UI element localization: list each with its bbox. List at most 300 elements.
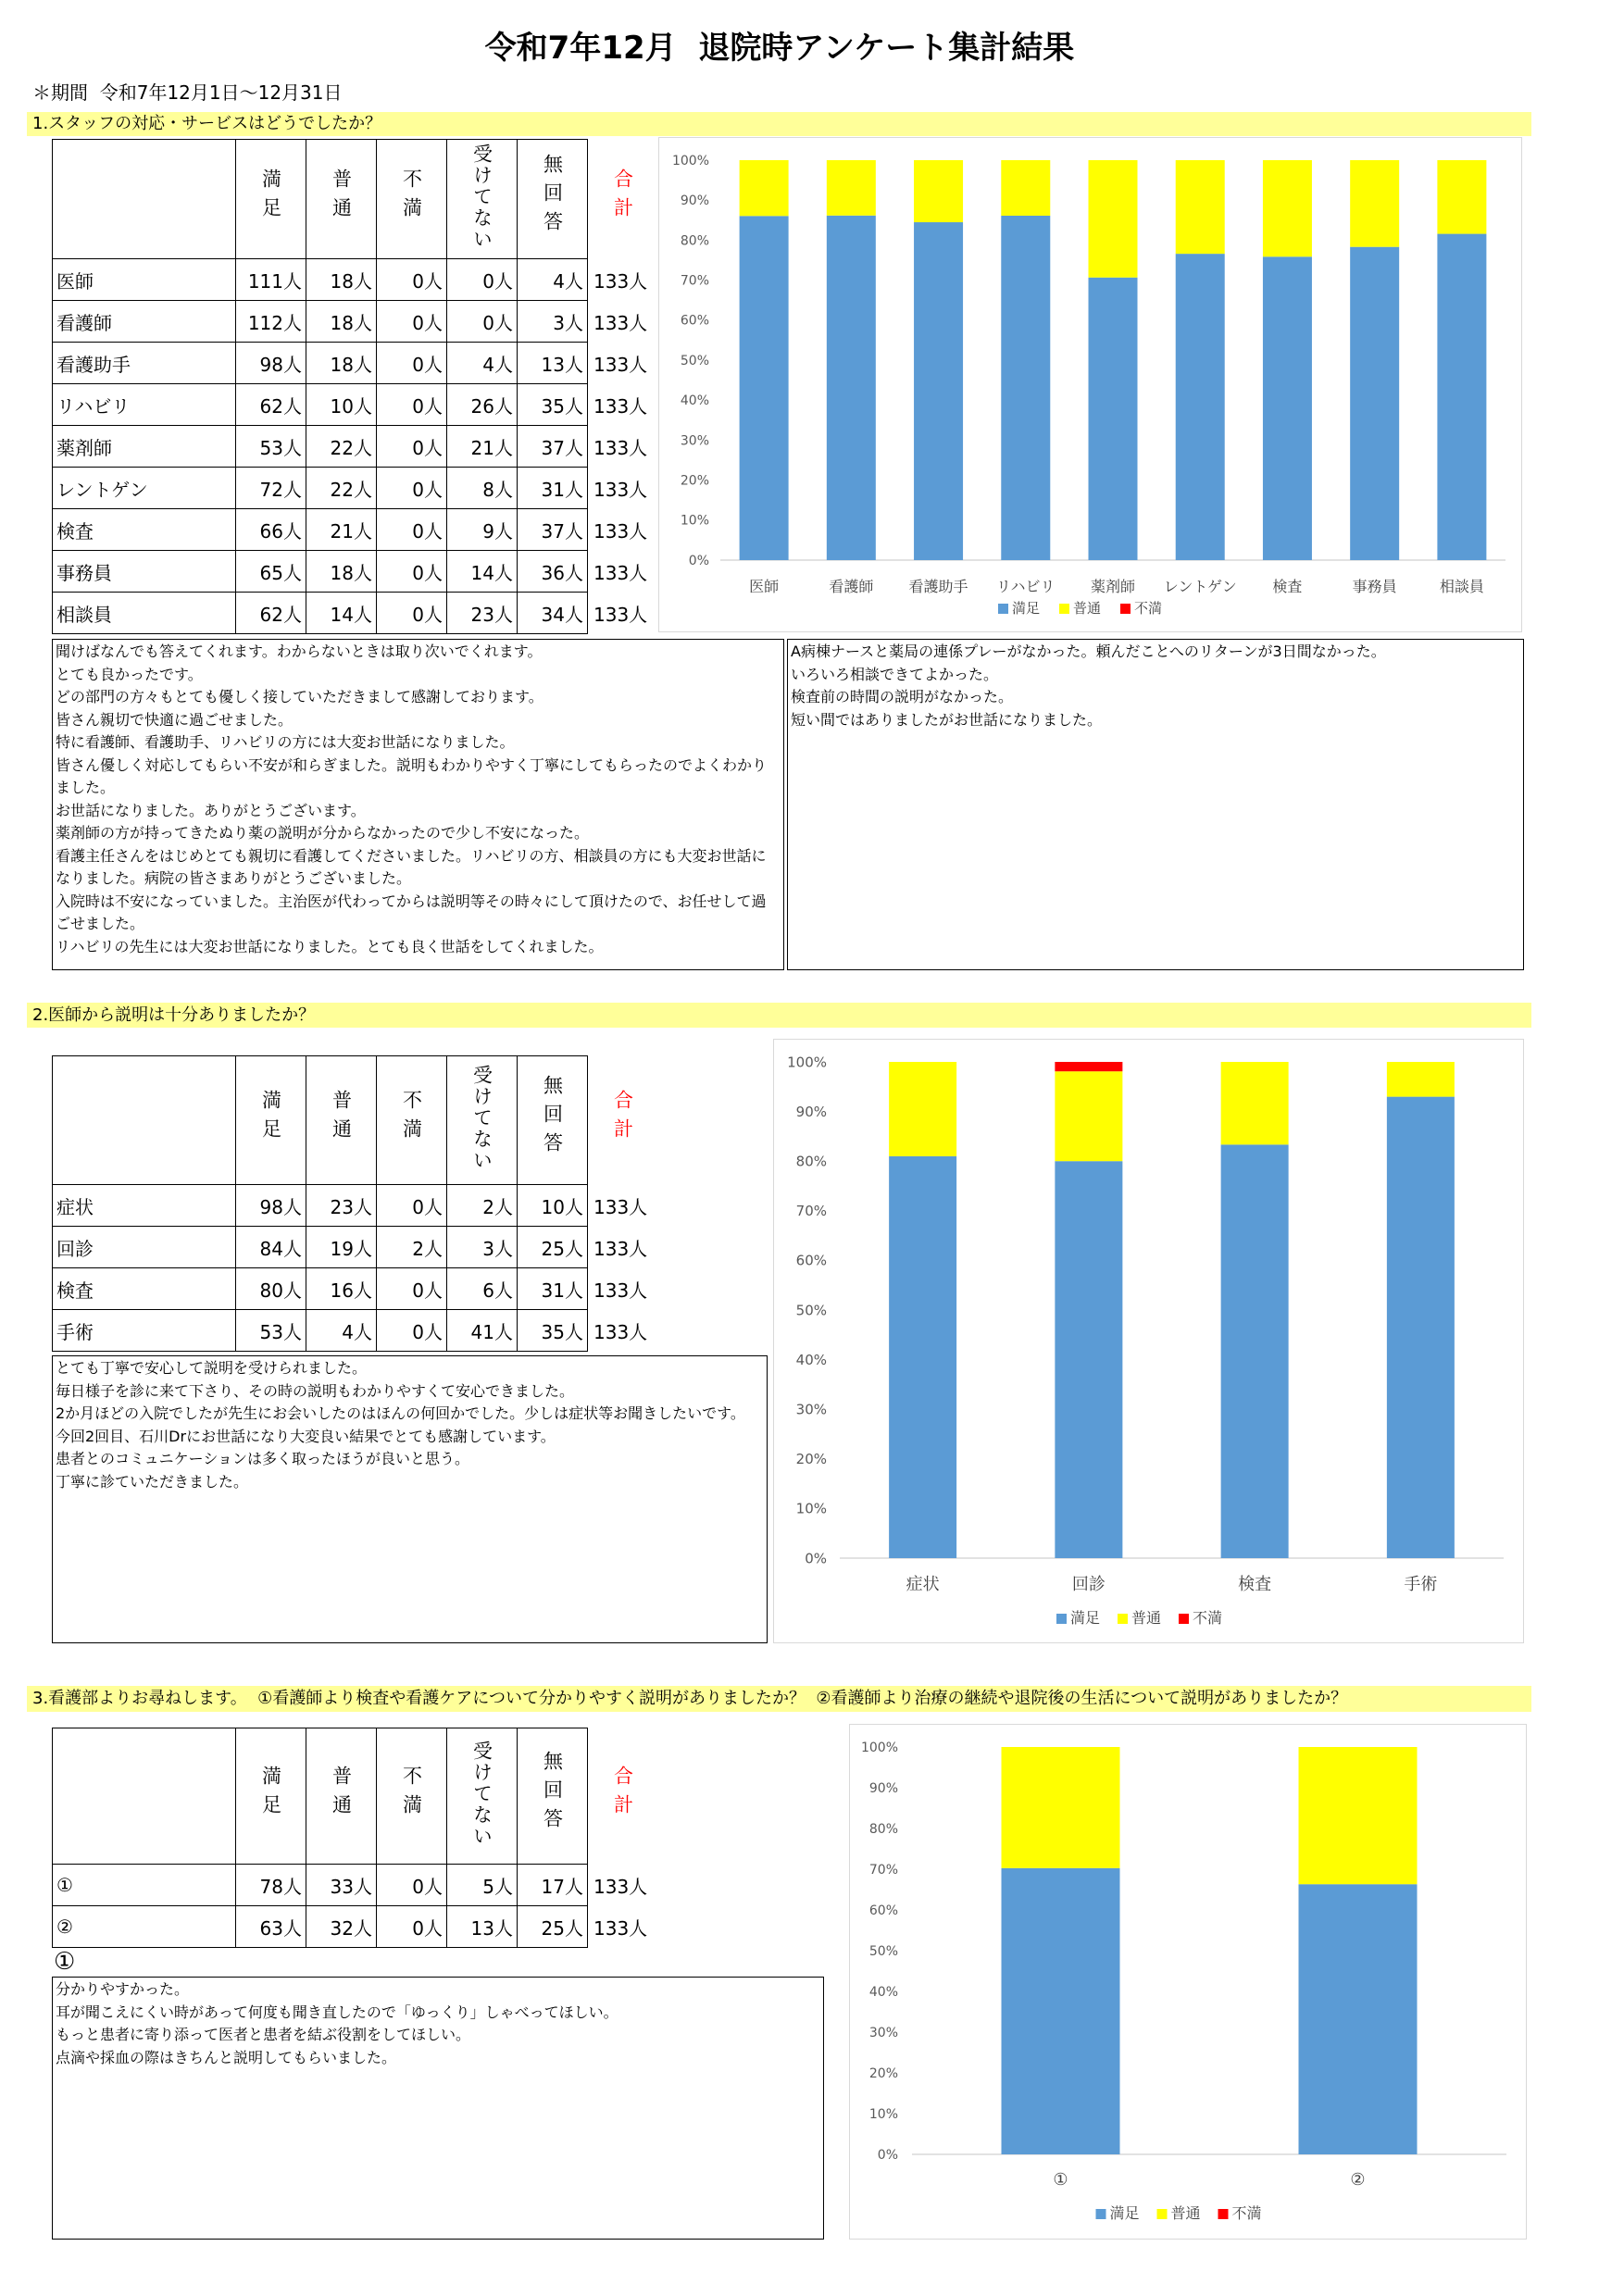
row-label: リハビリ — [53, 384, 236, 426]
x-tick-label: 事務員 — [1352, 578, 1397, 595]
header-row — [53, 1056, 658, 1185]
column-header — [236, 1728, 306, 1865]
section-3-chart — [849, 1724, 1527, 2240]
count-cell: 0人 — [377, 384, 447, 426]
count-cell: 0人 — [447, 301, 518, 343]
count-cell: 111人 — [236, 259, 306, 301]
comment-line: 分かりやすかった。 — [56, 1980, 190, 1998]
column-header — [588, 1728, 658, 1865]
count-cell: 2人 — [377, 1227, 447, 1268]
count-cell: 32人 — [306, 1906, 377, 1948]
bar-neutral-4 — [1387, 1062, 1455, 1097]
y-tick-label: 30% — [868, 2025, 898, 2040]
count-cell: 80人 — [236, 1268, 306, 1310]
row-label: レントゲン — [53, 468, 236, 509]
section-3-comments-label: ① — [54, 1948, 76, 1976]
y-tick-label: 40% — [680, 393, 709, 409]
table-row — [53, 426, 658, 468]
table-row — [53, 509, 658, 551]
table-row — [53, 343, 658, 384]
bar-satisfied-9 — [1437, 234, 1486, 560]
count-cell: 14人 — [306, 593, 377, 634]
count-cell: 84人 — [236, 1227, 306, 1268]
x-tick-label: ② — [1350, 2170, 1366, 2190]
column-header-label: 合計 — [611, 168, 634, 226]
count-cell: 16人 — [306, 1268, 377, 1310]
count-cell: 26人 — [447, 384, 518, 426]
count-cell: 6人 — [447, 1268, 518, 1310]
column-header — [236, 1056, 306, 1185]
comment-line: 看護主任さんをはじめとても親切に看護してくださいました。リハビリの方、相談員の方にも大変お世話になりました。病院の皆さまありがとうございました。 — [56, 846, 767, 887]
section-3-heading: 3.看護部よりお尋ねします。 ①看護師より検査や看護ケアについて分かりやすく説明がありましたか？ ②看護師より治療の継続や退院後の生活について説明がありましたか？ — [27, 1686, 1531, 1712]
count-cell: 25人 — [518, 1227, 588, 1268]
bar-neutral-1 — [1002, 1747, 1120, 1868]
column-header-label: 満足 — [259, 1765, 282, 1823]
column-header-label: 不満 — [400, 168, 423, 226]
count-cell: 66人 — [236, 509, 306, 551]
legend-label: 普通 — [1073, 600, 1102, 617]
comment-line: 薬剤師の方が持ってきたぬり薬の説明が分からなかったので少し不安になった。 — [56, 824, 590, 842]
legend-label: 不満 — [1231, 2204, 1262, 2222]
bar-satisfied-1 — [1002, 1868, 1120, 2154]
legend-label: 満足 — [1109, 2204, 1140, 2222]
section-3-table — [52, 1728, 658, 1948]
count-cell: 23人 — [447, 593, 518, 634]
x-tick-label: 医師 — [749, 578, 780, 595]
count-cell: 14人 — [447, 551, 518, 593]
count-cell: 0人 — [377, 1865, 447, 1906]
bar-satisfied-4 — [1001, 216, 1050, 560]
count-cell: 0人 — [447, 259, 518, 301]
section-2-chart — [773, 1039, 1524, 1643]
bar-satisfied-2 — [1299, 1884, 1418, 2154]
x-tick-label: 手術 — [1404, 1575, 1438, 1594]
bar-neutral-1 — [740, 160, 789, 216]
y-tick-label: 60% — [680, 313, 709, 329]
x-tick-label: 症状 — [906, 1575, 940, 1594]
y-tick-label: 10% — [680, 513, 709, 529]
column-header-label: 無回答 — [541, 1751, 564, 1837]
bar-neutral-7 — [1263, 160, 1312, 256]
count-cell: 63人 — [236, 1906, 306, 1948]
section-3-comments — [52, 1977, 824, 2240]
total-cell: 133人 — [593, 311, 648, 334]
table-row — [53, 1906, 658, 1948]
y-tick-label: 0% — [688, 553, 709, 568]
column-header — [306, 1728, 377, 1865]
count-cell: 65人 — [236, 551, 306, 593]
count-cell: 8人 — [447, 468, 518, 509]
total-cell: 133人 — [593, 353, 648, 376]
y-tick-label: 0% — [877, 2147, 898, 2163]
count-cell: 31人 — [518, 1268, 588, 1310]
comment-line: とても丁寧で安心して説明を受けられました。 — [56, 1359, 368, 1377]
bar-neutral-2 — [827, 160, 876, 216]
table-row — [53, 1227, 658, 1268]
column-header-label: 満足 — [259, 1089, 282, 1147]
count-cell: 34人 — [518, 593, 588, 634]
column-header — [518, 140, 588, 259]
row-label: 手術 — [53, 1310, 236, 1352]
count-cell: 18人 — [306, 343, 377, 384]
legend-swatch-dissatisfied — [1120, 604, 1131, 614]
count-cell: 10人 — [306, 384, 377, 426]
y-tick-label: 40% — [795, 1351, 827, 1368]
count-cell: 0人 — [377, 551, 447, 593]
bar-satisfied-2 — [1055, 1161, 1122, 1558]
column-header — [306, 140, 377, 259]
row-label: 看護助手 — [53, 343, 236, 384]
column-header — [518, 1728, 588, 1865]
column-header — [377, 1728, 447, 1865]
bar-satisfied-1 — [889, 1156, 956, 1558]
section-3-chart-svg — [850, 1725, 1525, 2238]
legend-label: 満足 — [1070, 1609, 1101, 1627]
count-cell: 78人 — [236, 1865, 306, 1906]
y-tick-label: 10% — [868, 2106, 898, 2122]
total-cell: 133人 — [593, 394, 648, 418]
column-header-label: 普通 — [330, 1089, 353, 1147]
row-label: 薬剤師 — [53, 426, 236, 468]
y-tick-label: 20% — [868, 2065, 898, 2081]
comment-line: 特に看護師、看護助手、リハビリの方には大変お世話になりました。 — [56, 733, 515, 751]
column-header — [377, 1056, 447, 1185]
table-header-corner — [53, 140, 236, 259]
column-header — [306, 1056, 377, 1185]
total-cell: 133人 — [593, 478, 648, 501]
bar-neutral-9 — [1437, 160, 1486, 234]
count-cell: 98人 — [236, 1185, 306, 1227]
y-tick-label: 100% — [671, 153, 709, 168]
legend-label: 不満 — [1134, 600, 1163, 617]
count-cell: 0人 — [377, 1310, 447, 1352]
y-tick-label: 50% — [680, 353, 709, 368]
count-cell: 0人 — [377, 259, 447, 301]
x-tick-label: リハビリ — [996, 578, 1056, 595]
count-cell: 0人 — [377, 1185, 447, 1227]
total-cell: 133人 — [593, 436, 648, 459]
row-label: 事務員 — [53, 551, 236, 593]
count-cell: 53人 — [236, 426, 306, 468]
comment-line: リハビリの先生には大変お世話になりました。とても良く世話をしてくれました。 — [56, 937, 604, 955]
header-row — [53, 140, 658, 259]
count-cell: 22人 — [306, 468, 377, 509]
section-2-chart-svg — [774, 1040, 1522, 1641]
report-title: 令和7年12月 退院時アンケート集計結果 — [484, 30, 1075, 67]
legend-swatch-neutral — [1157, 2209, 1168, 2219]
count-cell: 23人 — [306, 1185, 377, 1227]
section-1-chart — [658, 137, 1522, 632]
row-label: 検査 — [53, 1268, 236, 1310]
row-label: 相談員 — [53, 593, 236, 634]
row-label: 看護師 — [53, 301, 236, 343]
bar-neutral-3 — [1221, 1062, 1289, 1144]
y-tick-label: 80% — [795, 1153, 827, 1170]
y-tick-label: 70% — [795, 1203, 827, 1220]
x-tick-label: 回診 — [1071, 1575, 1106, 1594]
y-tick-label: 70% — [680, 273, 709, 289]
table-row — [53, 1865, 658, 1906]
y-tick-label: 0% — [805, 1550, 827, 1567]
y-tick-label: 30% — [680, 433, 709, 449]
bar-satisfied-4 — [1387, 1097, 1455, 1558]
column-header-label: 無回答 — [541, 1075, 564, 1161]
row-label: 症状 — [53, 1185, 236, 1227]
comment-line: 毎日様子を診に来て下さり、その時の説明もわかりやすくて安心できました。 — [56, 1381, 575, 1400]
count-cell: 31人 — [518, 468, 588, 509]
section-1-chart-svg — [659, 138, 1520, 630]
column-header-label: 受けてない — [470, 144, 493, 250]
legend-label: 満足 — [1012, 600, 1041, 617]
column-header-label: 不満 — [400, 1089, 423, 1147]
table-row — [53, 1185, 658, 1227]
count-cell: 18人 — [306, 551, 377, 593]
total-cell: 133人 — [593, 1195, 648, 1218]
comment-line: A病棟ナースと薬局の連係プレーがなかった。頼んだことへのリターンが3日間なかった。 — [791, 643, 1386, 660]
count-cell: 37人 — [518, 426, 588, 468]
table-row — [53, 593, 658, 634]
count-cell: 0人 — [377, 343, 447, 384]
y-tick-label: 20% — [795, 1451, 827, 1468]
legend-label: 普通 — [1131, 1609, 1162, 1627]
column-header — [588, 1056, 658, 1185]
count-cell: 0人 — [377, 593, 447, 634]
bar-satisfied-8 — [1350, 247, 1399, 560]
row-label: ② — [53, 1906, 236, 1948]
count-cell: 2人 — [447, 1185, 518, 1227]
y-tick-label: 10% — [795, 1500, 827, 1517]
column-header — [447, 1728, 518, 1865]
count-cell: 36人 — [518, 551, 588, 593]
legend-swatch-neutral — [1118, 1614, 1128, 1624]
total-cell: 133人 — [593, 561, 648, 584]
total-cell: 133人 — [593, 603, 648, 626]
bar-satisfied-6 — [1176, 254, 1225, 560]
comment-line: 検査前の時間の説明がなかった。 — [791, 688, 1014, 705]
comment-line: 皆さん親切で快適に過ごせました。 — [56, 710, 294, 729]
bar-neutral-8 — [1350, 160, 1399, 247]
y-tick-label: 50% — [795, 1302, 827, 1319]
comment-line: 皆さん優しく対応してもらい不安が和らぎました。説明もわかりやすく丁寧にしてもらったのでよくわかりました。 — [56, 755, 768, 796]
count-cell: 3人 — [518, 301, 588, 343]
bar-dissatisfied-2 — [1055, 1062, 1122, 1071]
count-cell: 72人 — [236, 468, 306, 509]
comment-line: 2か月ほどの入院でしたが先生にお会いしたのはほんの何回かでした。少しは症状等お聞きしたいです。 — [56, 1404, 745, 1422]
count-cell: 19人 — [306, 1227, 377, 1268]
count-cell: 18人 — [306, 301, 377, 343]
count-cell: 9人 — [447, 509, 518, 551]
count-cell: 25人 — [518, 1906, 588, 1948]
section-1-heading: 1.スタッフの対応・サービスはどうでしたか？ — [27, 112, 1531, 136]
bar-satisfied-3 — [914, 222, 963, 560]
y-tick-label: 100% — [860, 1740, 898, 1755]
total-cell: 133人 — [593, 519, 648, 543]
comment-line: 丁寧に診ていただきました。 — [56, 1472, 249, 1491]
table-row — [53, 1268, 658, 1310]
bar-neutral-4 — [1001, 160, 1050, 216]
bar-neutral-2 — [1055, 1071, 1122, 1161]
total-cell: 133人 — [593, 1279, 648, 1302]
y-tick-label: 90% — [868, 1780, 898, 1796]
comment-line: 聞けばなんでも答えてくれます。わからないときは取り次いでくれます。 — [56, 643, 543, 660]
table-row — [53, 259, 658, 301]
count-cell: 98人 — [236, 343, 306, 384]
column-header-label: 普通 — [330, 168, 353, 226]
row-label: 医師 — [53, 259, 236, 301]
count-cell: 112人 — [236, 301, 306, 343]
section-1-table — [52, 139, 658, 634]
comment-line: 短い間ではありましたがお世話になりました。 — [791, 710, 1103, 729]
count-cell: 13人 — [447, 1906, 518, 1948]
survey-period: ＊期間 令和7年12月1日～12月31日 — [32, 81, 343, 104]
section-2-table — [52, 1055, 658, 1352]
y-tick-label: 100% — [787, 1054, 827, 1071]
count-cell: 3人 — [447, 1227, 518, 1268]
legend-swatch-dissatisfied — [1218, 2209, 1229, 2219]
count-cell: 62人 — [236, 593, 306, 634]
count-cell: 0人 — [377, 468, 447, 509]
header-row — [53, 1728, 658, 1865]
count-cell: 0人 — [377, 301, 447, 343]
y-tick-label: 70% — [868, 1862, 898, 1878]
y-tick-label: 60% — [795, 1252, 827, 1269]
x-tick-label: ① — [1053, 2170, 1068, 2190]
bar-satisfied-1 — [740, 216, 789, 560]
column-header-label: 受けてない — [470, 1065, 493, 1171]
table-row — [53, 384, 658, 426]
count-cell: 0人 — [377, 426, 447, 468]
bar-satisfied-2 — [827, 216, 876, 560]
column-header-label: 合計 — [611, 1089, 634, 1147]
count-cell: 4人 — [306, 1310, 377, 1352]
count-cell: 35人 — [518, 1310, 588, 1352]
legend-label: 不満 — [1193, 1609, 1223, 1627]
y-tick-label: 90% — [680, 193, 709, 209]
count-cell: 21人 — [447, 426, 518, 468]
bar-satisfied-5 — [1089, 278, 1138, 560]
row-label: 回診 — [53, 1227, 236, 1268]
x-tick-label: 検査 — [1272, 578, 1303, 595]
comment-line: 入院時は不安になっていました。主治医が代わってからは説明等その時々にして頂けたので、お任せして過ごせました。 — [56, 892, 767, 932]
total-cell: 133人 — [593, 1237, 648, 1260]
total-cell: 133人 — [593, 1916, 648, 1940]
section-1-comments-right — [787, 639, 1524, 970]
column-header — [588, 140, 658, 259]
comment-line: どの部門の方々もとても優しく接していただきまして感謝しております。 — [56, 688, 543, 705]
bar-neutral-3 — [914, 160, 963, 222]
y-tick-label: 80% — [868, 1821, 898, 1837]
comment-line: 点滴や採血の際はきちんと説明してもらいました。 — [56, 2048, 397, 2066]
y-tick-label: 20% — [680, 473, 709, 489]
y-tick-label: 50% — [868, 1943, 898, 1959]
table-row — [53, 551, 658, 593]
count-cell: 35人 — [518, 384, 588, 426]
table-header-corner — [53, 1056, 236, 1185]
bar-neutral-2 — [1299, 1747, 1418, 1884]
column-header-label: 不満 — [400, 1765, 423, 1823]
legend-swatch-satisfied — [998, 604, 1008, 614]
table-row — [53, 1310, 658, 1352]
column-header — [447, 140, 518, 259]
section-2-comments — [52, 1355, 768, 1643]
comment-line: いろいろ相談できてよかった。 — [791, 665, 999, 683]
x-tick-label: 検査 — [1238, 1575, 1272, 1594]
column-header-label: 普通 — [330, 1765, 353, 1823]
count-cell: 0人 — [377, 1268, 447, 1310]
count-cell: 21人 — [306, 509, 377, 551]
total-cell: 133人 — [593, 1875, 648, 1898]
table-header-corner — [53, 1728, 236, 1865]
x-tick-label: 看護師 — [829, 578, 874, 595]
count-cell: 4人 — [447, 343, 518, 384]
bar-neutral-5 — [1089, 160, 1138, 278]
count-cell: 53人 — [236, 1310, 306, 1352]
section-1-comments-left — [52, 639, 784, 970]
legend-swatch-satisfied — [1056, 1614, 1067, 1624]
column-header — [518, 1056, 588, 1185]
count-cell: 10人 — [518, 1185, 588, 1227]
y-tick-label: 30% — [795, 1401, 827, 1418]
y-tick-label: 80% — [680, 233, 709, 249]
column-header-label: 満足 — [259, 168, 282, 226]
bar-satisfied-3 — [1221, 1144, 1289, 1558]
comment-line: 今回2回目、石川Drにお世話になり大変良い結果でとても感謝しています。 — [56, 1427, 556, 1445]
bar-satisfied-7 — [1263, 256, 1312, 560]
count-cell: 17人 — [518, 1865, 588, 1906]
comment-line: 耳が聞こえにくい時があって何度も聞き直したので「ゆっくり」しゃべってほしい。 — [56, 2003, 618, 2021]
count-cell: 41人 — [447, 1310, 518, 1352]
count-cell: 0人 — [377, 1906, 447, 1948]
count-cell: 37人 — [518, 509, 588, 551]
y-tick-label: 40% — [868, 1984, 898, 2000]
column-header — [447, 1056, 518, 1185]
table-row — [53, 468, 658, 509]
x-tick-label: レントゲン — [1163, 578, 1237, 595]
column-header-label: 無回答 — [541, 154, 564, 240]
total-cell: 133人 — [593, 1320, 648, 1343]
column-header — [236, 140, 306, 259]
legend-swatch-satisfied — [1096, 2209, 1106, 2219]
legend-swatch-neutral — [1059, 604, 1069, 614]
legend-swatch-dissatisfied — [1179, 1614, 1189, 1624]
section-2-heading: 2.医師から説明は十分ありましたか？ — [27, 1003, 1531, 1028]
comment-line: お世話になりました。ありがとうございます。 — [56, 801, 366, 819]
comment-line: とても良かったです。 — [56, 665, 203, 683]
count-cell: 62人 — [236, 384, 306, 426]
legend-label: 普通 — [1170, 2204, 1201, 2222]
count-cell: 18人 — [306, 259, 377, 301]
table-row — [53, 301, 658, 343]
x-tick-label: 看護助手 — [908, 578, 968, 595]
bar-neutral-6 — [1176, 160, 1225, 254]
count-cell: 22人 — [306, 426, 377, 468]
column-header — [377, 140, 447, 259]
x-tick-label: 相談員 — [1439, 578, 1484, 595]
count-cell: 5人 — [447, 1865, 518, 1906]
column-header-label: 受けてない — [470, 1741, 493, 1847]
row-label: ① — [53, 1865, 236, 1906]
y-tick-label: 90% — [795, 1103, 827, 1120]
count-cell: 0人 — [377, 509, 447, 551]
comment-line: 患者とのコミュニケーションは多く取ったほうが良いと思う。 — [56, 1450, 470, 1467]
count-cell: 33人 — [306, 1865, 377, 1906]
row-label: 検査 — [53, 509, 236, 551]
count-cell: 4人 — [518, 259, 588, 301]
comment-line: もっと患者に寄り添って医者と患者を結ぶ役割をしてほしい。 — [56, 2026, 471, 2043]
y-tick-label: 60% — [868, 1903, 898, 1918]
total-cell: 133人 — [593, 269, 648, 293]
column-header-label: 合計 — [611, 1765, 634, 1823]
